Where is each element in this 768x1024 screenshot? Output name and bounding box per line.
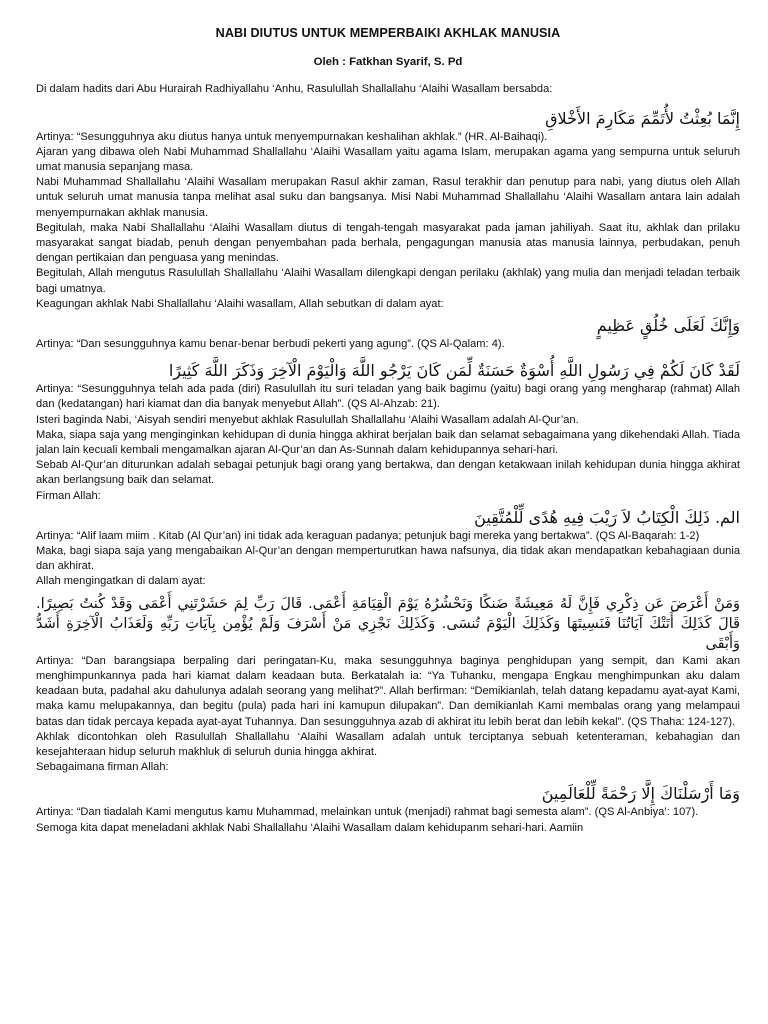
- body-paragraph: Begitulah, Allah mengutus Rasulullah Shallallahu ‘Alaihi Wasallam dilengkapi dengan perilaku (akhlak) yang mulia dan menjadi teladan terbaik bagi umatnya.: [36, 267, 740, 295]
- translation-paragraph: Artinya: “Dan barangsiapa berpaling dari peringatan-Ku, maka sesungguhnya baginya penghidupan yang sempit, dan Kami akan menghimpunkannya pada hari kiamat dalam keadaan buta. Berkatalah ia: “Ya Tuhanku, mengapa Engkau menghimpunkan aku dalam keadaan buta, padahal aku dahulunya adalah seorang yang melihat?”. Allah berfirman: “Demikianlah, telah datang kepadamu ayat-ayat Kami, maka kamu melupakannya, dan begitu (pula) pada hari ini kamupun dilupakan”. Dan demikianlah Kami membalas orang yang melampaui batas dan tidak percaya kepada ayat-ayat Tuhannya. Dan sesungguhnya azab di akhirat itu lebih berat dan lebih kekal”. (QS Thaha: 124-127).: [36, 654, 740, 728]
- arabic-verse-thaha: وَمَنْ أَعْرَضَ عَن ذِكْرِي فَإِنَّ لَهُ مَعِيشَةً ضَنكًا وَنَحْشُرُهُ يَوْمَ الْقِيَامَةِ أَعْمَى. قَالَ رَبِّ لِمَ حَشَرْتَنِي أَعْمَى وَقَدْ كُنتُ بَصِيرًا. قَالَ كَذَلِكَ أَتَتْكَ آيَاتُنَا فَنَسِيتَهَا وَكَذَلِكَ الْيَوْمَ تُنسَى. وَكَذَلِكَ نَجْزِي مَنْ أَسْرَفَ وَلَمْ يُؤْمِن بِآيَاتِ رَبِّهِ وَلَعَذَابُ الْآخِرَةِ أَشَدُّ وَأَبْقَى: [36, 595, 740, 652]
- arabic-verse-al-anbiya: وَمَا أَرْسَلْنَاكَ إِلَّا رَحْمَةً لِّلْعَالَمِينَ: [541, 784, 740, 804]
- body-paragraph: Sebab Al-Qur’an diturunkan adalah sebagai petunjuk bagi orang yang bertakwa, dan dengan ketakwaan inilah kehidupan dunia hingga akhirat akan berlangsung baik dan selamat.: [36, 459, 740, 487]
- body-paragraph: Maka, siapa saja yang menginginkan kehidupan di dunia hingga akhirat berjalan baik dan selamat sebagaimana yang dikehendaki Allah. Tiada jalan lain kecuali kembali mengamalkan ajaran Al-Qur’an dan As-Sunnah dalam kehidupannya sehari-hari.: [36, 428, 740, 457]
- translation-paragraph: Artinya: “Sesungguhnya aku diutus hanya untuk menyempurnakan keshalihan akhlak.” (HR. Al-Baihaqi).: [36, 130, 548, 143]
- translation-paragraph: Artinya: “Dan tiadalah Kami mengutus kamu Muhammad, melainkan untuk (menjadi) rahmat bagi semesta alam”. (QS Al-Anbiya’: 107).: [36, 806, 699, 819]
- body-paragraph: Sebagaimana firman Allah:: [36, 761, 169, 774]
- author-line: Oleh : Fatkhan Syarif, S. Pd: [313, 56, 463, 69]
- body-paragraph: Maka, bagi siapa saja yang mengabaikan Al-Qur’an dengan memperturutkan hawa nafsunya, dia tidak akan mendapatkan kebahagiaan dunia dan akhirat.: [36, 545, 740, 573]
- document-title: NABI DIUTUS UNTUK MEMPERBAIKI AKHLAK MANUSIA: [215, 26, 561, 40]
- body-paragraph: Akhlak dicontohkan oleh Rasulullah Shallallahu ‘Alaihi Wasallam adalah untuk terciptanya sebuah ketenteraman, kebahagian dan kesejahteraan hidup seluruh makhluk di seluruh dunia hingga akhirat.: [36, 730, 740, 758]
- translation-paragraph: Artinya: “Dan sesungguhnya kamu benar-benar berbudi pekerti yang agung”. (QS Al-Qalam: 4).: [36, 338, 505, 351]
- body-paragraph: Ajaran yang dibawa oleh Nabi Muhammad Shallallahu ‘Alaihi Wasallam yaitu agama Islam, merupakan agama yang sempurna untuk seluruh umat manusia sepanjang masa.: [36, 145, 740, 174]
- body-paragraph: Isteri baginda Nabi, ‘Aisyah sendiri menyebut akhlak Rasulullah Shallallahu ‘Alaihi Wasallam adalah Al-Qur’an.: [36, 413, 579, 426]
- translation-paragraph: Artinya: “Sesungguhnya telah ada pada (diri) Rasulullah itu suri teladan yang baik bagimu (yaitu) bagi orang yang mengharap (rahmat) Allah dan (kedatangan) hari kiamat dan dia banyak menyebut Allah”. (QS Al-Ahzab: 21).: [36, 383, 740, 411]
- body-paragraph: Begitulah, maka Nabi Shallallahu ‘Alaihi Wasallam diutus di tengah-tengah masyarakat pada jaman jahiliyah. Saat itu, akhlak dan prilaku masyarakat sangat biadab, penuh dengan penyembahan pada berhala, pengagungan manusia atas manusia lainnya, perbudakan, penuh dengan pertikaian dan penguasa yang menindas.: [36, 221, 740, 265]
- arabic-verse-al-qalam: وَإِنَّكَ لَعَلَى خُلُقٍ عَظِيمٍ: [596, 316, 740, 336]
- intro-paragraph: Di dalam hadits dari Abu Hurairah Radhiyallahu ‘Anhu, Rasulullah Shallallahu ‘Alaihi Wasallam bersabda:: [36, 83, 553, 96]
- arabic-verse-al-ahzab: لَقَدْ كَانَ لَكُمْ فِي رَسُولِ اللَّهِ أُسْوَةٌ حَسَنَةٌ لِّمَن كَانَ يَرْجُو اللَّهَ وَالْيَوْمَ الْآخِرَ وَذَكَرَ اللَّهَ كَثِيرًا: [168, 361, 740, 381]
- body-paragraph: Firman Allah:: [36, 489, 101, 502]
- body-paragraph: Allah mengingatkan di dalam ayat:: [36, 575, 206, 588]
- body-paragraph: Keagungan akhlak Nabi Shallallahu ‘Alaihi wasallam, Allah sebutkan di dalam ayat:: [36, 297, 444, 310]
- body-paragraph: Nabi Muhammad Shallallahu ‘Alaihi Wasallam merupakan Rasul akhir zaman, Rasul terakhir dan penutup para nabi, yang diutus oleh Allah untuk seluruh umat manusia tanpa melihat asal suku dan bangsanya. Misi Nabi Muhammad Shallallahu ‘Alaihi Wasallam antara lain adalah menyempurnakan akhlak manusia.: [36, 176, 740, 219]
- closing-paragraph: Semoga kita dapat meneladani akhlak Nabi Shallallahu ‘Alaihi Wasallam dalam kehidupanm sehari-hari. Aamiin: [36, 821, 584, 834]
- translation-paragraph: Artinya: “Alif laam miim . Kitab (Al Qur’an) ini tidak ada keraguan padanya; petunjuk bagi mereka yang bertakwa”. (QS Al-Baqarah: 1-2): [36, 529, 700, 542]
- arabic-hadith: إِنَّمَا بُعِثْتُ لأُتَمِّمَ مَكَارِمَ الأَخْلاقِ: [545, 108, 740, 128]
- arabic-verse-al-baqarah: الم. ذَلِكَ الْكِتَابُ لاَ رَيْبَ فِيهِ هُدًى لِّلْمُتَّقِينَ: [474, 507, 740, 527]
